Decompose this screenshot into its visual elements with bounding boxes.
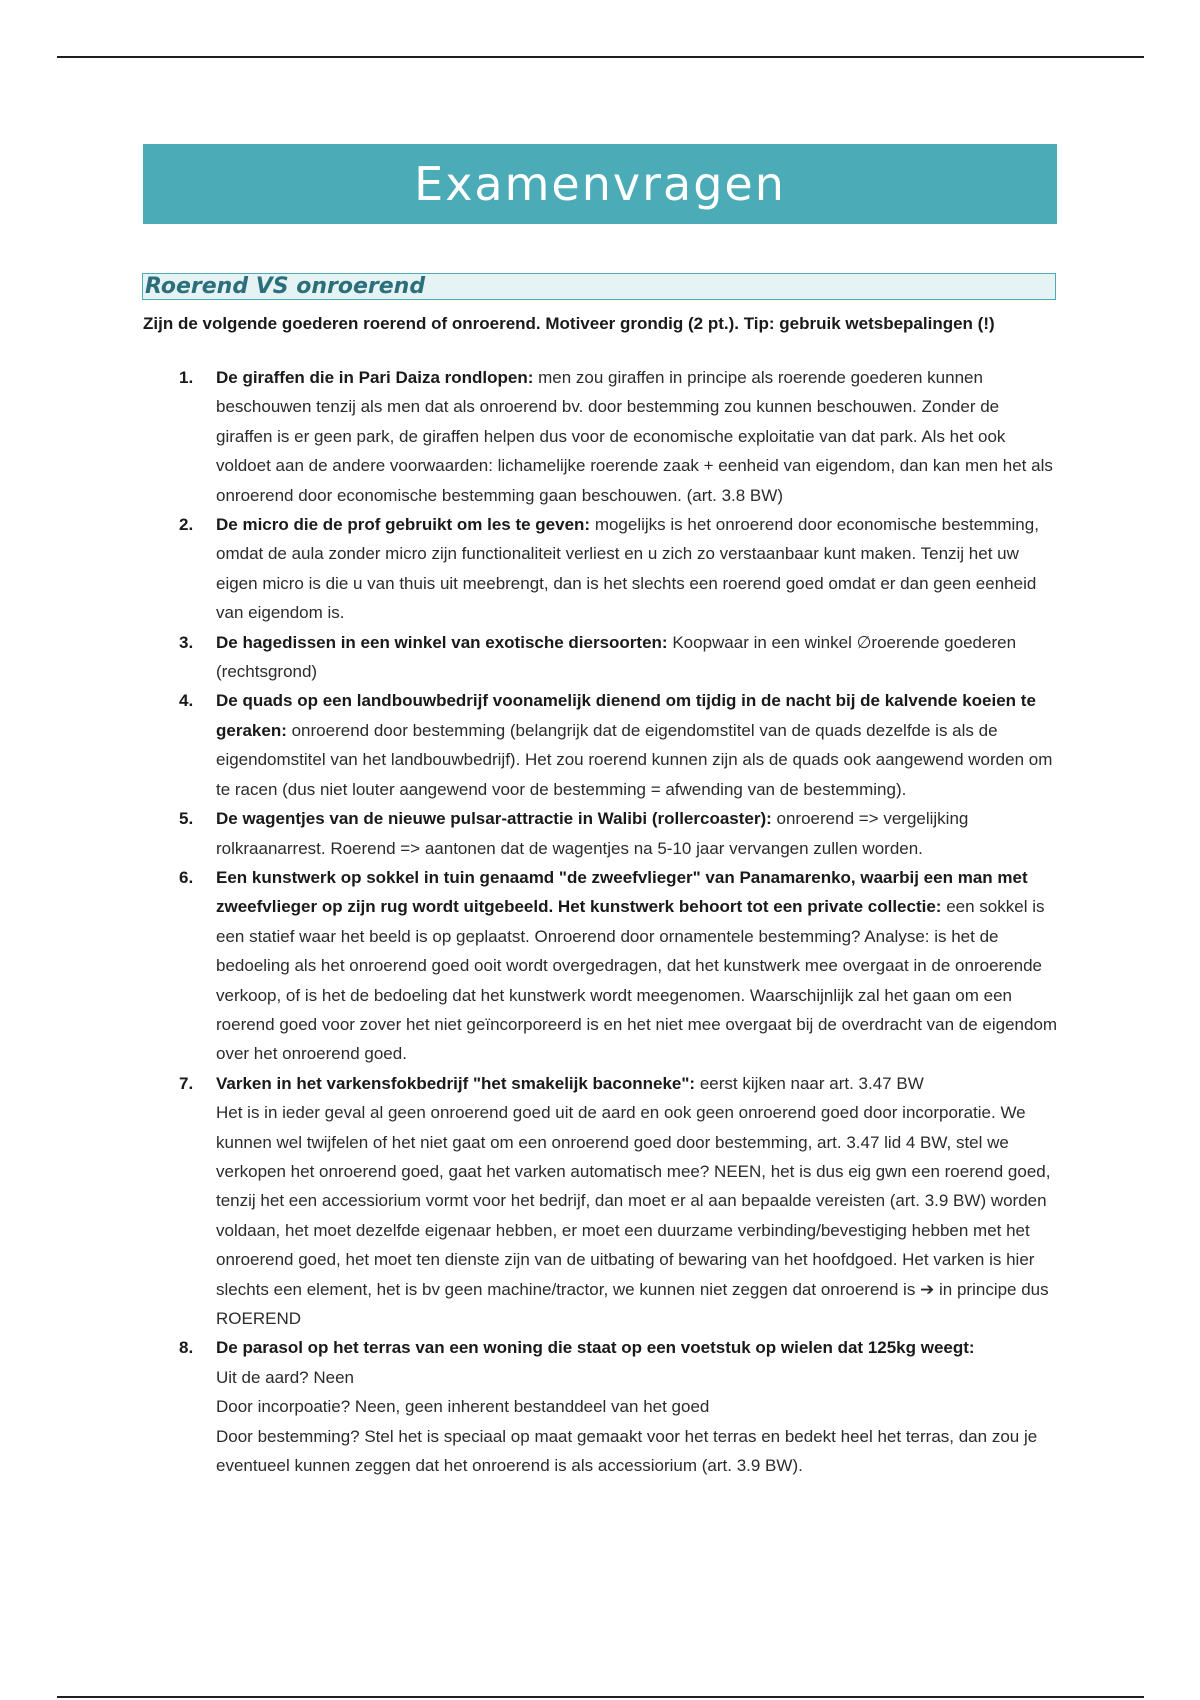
question-number: 5. <box>179 809 194 829</box>
question-answer: een sokkel is een statief waar het beeld is op geplaatst. Onroerend door ornamentele bestemming? Analyse: is het de bedoeling als het onroerend goed ooit wordt overgedragen, dat het kunstwerk mee overgaat in de onroerende verkoop, of is het de bedoeling dat het kunstwerk wordt meegenomen. Waarschijnlijk zal het gaan om een roerend goed voor zover het niet geïncorporeerd is en het niet mee overgaat bij de overdracht van de eigendom over het onroerend goed. <box>216 897 1058 1064</box>
question-title: Varken in het varkensfokbedrijf "het smakelijk baconneke": <box>216 1073 696 1093</box>
question-number: 4. <box>179 691 194 711</box>
question-answer: Koopwaar in een winkel ∅roerende goederen (rechtsgrond) <box>216 632 1017 682</box>
answer-line: Uit de aard? Neen <box>216 1367 354 1387</box>
question-item <box>143 804 1058 863</box>
question-item <box>143 686 1058 804</box>
question-item <box>143 863 1058 1069</box>
section-heading: Roerend VS onroerend <box>142 273 1056 300</box>
question-answer: mogelijks is het onroerend door economische bestemming, omdat de aula zonder micro zijn functionaliteit verliest en u zich zo verstaanbaar kunt maken. Tenzij het uw eigen micro is die u van thuis uit meebrengt, dan is het slechts een roerend goed omdat er dan geen eenheid van eigendom is. <box>216 515 1039 623</box>
header-rule <box>57 56 1144 58</box>
question-title: De parasol op het terras van een woning die staat op een voetstuk op wielen dat 125kg weegt: <box>216 1338 975 1358</box>
question-number: 3. <box>179 632 194 652</box>
intro-question: Zijn de volgende goederen roerend of onroerend. Motiveer grondig (2 pt.). Tip: gebruik wetsbepalingen (!) <box>143 314 995 333</box>
answer-line: Door incorpoatie? Neen, geen inherent bestanddeel van het goed <box>216 1397 710 1417</box>
question-title: Een kunstwerk op sokkel in tuin genaamd "de zweefvlieger" van Panamarenko, waarbij een man met zweefvlieger op zijn rug wordt uitgebeeld. Het kunstwerk behoort tot een private collectie: <box>216 867 1028 917</box>
question-title: De wagentjes van de nieuwe pulsar-attractie in Walibi (rollercoaster): <box>216 809 772 829</box>
question-item <box>143 628 1058 687</box>
question-item <box>143 1069 1058 1334</box>
question-title: De quads op een landbouwbedrijf voonamelijk dienend om tijdig in de nacht bij de kalvende koeien te geraken: <box>216 691 1036 740</box>
question-answer: onroerend door bestemming (belangrijk dat de eigendomstitel van de quads dezelfde is als de eigendomstitel van het landbouwbedrijf). Het zou roerend kunnen zijn als de quads ook aangewend worden om te racen (dus niet louter aangewend voor de bestemming = afwending van de bestemming). <box>216 720 1053 799</box>
question-list <box>143 363 1058 1480</box>
question-item <box>143 1333 1058 1480</box>
question-title: De micro die de prof gebruikt om les te geven: <box>216 515 591 535</box>
question-title: De giraffen die in Pari Daiza rondlopen: <box>216 368 534 387</box>
question-answer: men zou giraffen in principe als roerende goederen kunnen beschouwen tenzij als men dat als onroerend bv. door bestemming zou kunnen beschouwen. Zonder de giraffen is er geen park, de giraffen helpen dus voor de economische exploitatie van dat park. Als het ook voldoet aan de andere voorwaarden: lichamelijke roerende zaak + eenheid van eigendom, dan kan men het als onroerend door economische bestemming gaan beschouwen. (art. 3.8 BW) <box>216 368 1053 505</box>
question-item <box>143 363 1058 510</box>
question-number: 1. <box>179 368 194 387</box>
answer-paragraph: Het is in ieder geval al geen onroerend goed uit de aard en ook geen onroerend goed door incorporatie. We kunnen wel twijfelen of het niet gaat om een onroerend goed door bestemming, art. 3.47 lid 4 BW, stel we verkopen het onroerend goed, gaat het varken automatisch mee? NEEN, het is dus eig gwn een roerend goed, tenzij het een accessiorium vormt voor het bedrijf, dan moet er al aan bepaalde vereisten (art. 3.9 BW) worden voldaan, het moet dezelfde eigenaar hebben, er moet een duurzame verbinding/bevestiging hebben met het onroerend goed, het moet ten dienste zijn van de uitbating of bewaring van het hoofdgoed. Het varken is hier slechts een element, het is bv geen machine/tractor, we kunnen niet zeggen dat onroerend is ➔ in principe dus ROEREND <box>216 1103 1051 1328</box>
question-item <box>143 510 1058 628</box>
question-number: 6. <box>179 867 194 887</box>
answer-line: Door bestemming? Stel het is speciaal op maat gemaakt voor het terras en bedekt heel het terras, dan zou je eventueel kunnen zeggen dat het onroerend is als accessiorium (art. 3.9 BW). <box>216 1426 1038 1476</box>
question-number: 8. <box>179 1338 194 1358</box>
question-number: 2. <box>179 515 194 535</box>
document-title: Examenvragen <box>143 144 1057 224</box>
footer-rule <box>57 1696 1144 1698</box>
question-answer: eerst kijken naar art. 3.47 BW <box>695 1073 924 1093</box>
question-title: De hagedissen in een winkel van exotische diersoorten: <box>216 632 668 652</box>
question-number: 7. <box>179 1073 194 1093</box>
question-answer: onroerend => vergelijking rolkraanarrest. Roerend => aantonen dat de wagentjes na 5-10 jaar vervangen zullen worden. <box>216 809 969 858</box>
